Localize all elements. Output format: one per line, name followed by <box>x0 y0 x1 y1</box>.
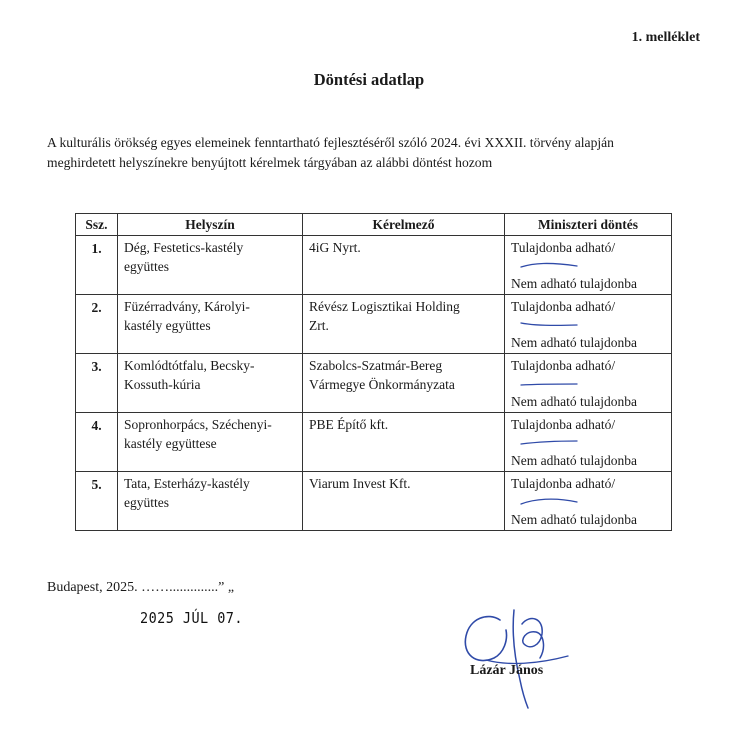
decision-option-grant: Tulajdonba adható/ <box>511 417 616 432</box>
site-line: Kossuth-kúria <box>124 377 201 392</box>
header-helyszin: Helyszín <box>118 214 303 236</box>
decision-option-grant: Tulajdonba adható/ <box>511 299 616 314</box>
table-row <box>76 413 672 472</box>
date-stamp: 2025 JÚL 07. <box>140 609 243 627</box>
site-line: együttes <box>124 259 169 274</box>
site-line: Sopronhorpács, Széchenyi- <box>124 417 272 432</box>
site-cell <box>118 295 303 354</box>
ink-strike-mark <box>519 376 579 390</box>
decision-cell <box>505 354 672 413</box>
applicant-line: Révész Logisztikai Holding <box>309 299 460 314</box>
intro-line-1: A kulturális örökség egyes elemeinek fenntartható fejlesztéséről szóló 2024. évi XXXII. törvény alapján <box>47 135 614 150</box>
table-row <box>76 295 672 354</box>
applicant-line: Szabolcs-Szatmár-Bereg <box>309 358 443 373</box>
ink-strike-mark <box>519 317 579 331</box>
decision-option-grant: Tulajdonba adható/ <box>511 240 616 255</box>
site-line: Füzérradvány, Károlyi- <box>124 299 250 314</box>
applicant-cell <box>303 236 505 295</box>
row-number: 4. <box>76 413 118 472</box>
annex-label: 1. melléklet <box>631 30 700 45</box>
table-row <box>76 236 672 295</box>
ink-strike-mark <box>519 494 579 508</box>
site-cell <box>118 236 303 295</box>
site-line: kastély együttes <box>124 318 211 333</box>
site-line: kastély együttese <box>124 436 217 451</box>
decision-cell <box>505 472 672 531</box>
table-row <box>76 354 672 413</box>
place-date-line: Budapest, 2025. ……..............” „ <box>47 580 235 595</box>
applicant-line: PBE Építő kft. <box>309 417 389 432</box>
table-header-row <box>76 214 672 236</box>
signer-name: Lázár János <box>470 663 544 678</box>
applicant-line: Vármegye Önkormányzata <box>309 377 455 392</box>
site-line: Tata, Esterházy-kastély <box>124 476 250 491</box>
decision-table <box>75 213 672 531</box>
applicant-cell <box>303 354 505 413</box>
decision-option-deny: Nem adható tulajdonba <box>511 394 637 409</box>
header-donter: Miniszteri döntés <box>505 214 672 236</box>
row-number: 3. <box>76 354 118 413</box>
site-cell <box>118 413 303 472</box>
decision-option-deny: Nem adható tulajdonba <box>511 276 637 291</box>
row-number: 5. <box>76 472 118 531</box>
header-ssz: Ssz. <box>76 214 118 236</box>
site-line: Komlódtótfalu, Becsky- <box>124 358 255 373</box>
intro-line-2: meghirdetett helyszínekre benyújtott kérelmek tárgyában az alábbi döntést hozom <box>47 155 493 170</box>
intro-paragraph <box>47 133 707 173</box>
applicant-cell <box>303 295 505 354</box>
ink-strike-mark <box>519 258 579 272</box>
applicant-cell <box>303 472 505 531</box>
applicant-line: 4iG Nyrt. <box>309 240 361 255</box>
applicant-cell <box>303 413 505 472</box>
applicant-line: Zrt. <box>309 318 329 333</box>
table-row <box>76 472 672 531</box>
decision-option-deny: Nem adható tulajdonba <box>511 335 637 350</box>
decision-option-grant: Tulajdonba adható/ <box>511 358 616 373</box>
site-cell <box>118 354 303 413</box>
ink-strike-mark <box>519 435 579 449</box>
site-line: együttes <box>124 495 169 510</box>
decision-cell <box>505 295 672 354</box>
row-number: 1. <box>76 236 118 295</box>
decision-option-grant: Tulajdonba adható/ <box>511 476 616 491</box>
signature <box>448 600 588 710</box>
decision-cell <box>505 236 672 295</box>
decision-option-deny: Nem adható tulajdonba <box>511 453 637 468</box>
page-title: Döntési adatlap <box>313 70 425 89</box>
site-cell <box>118 472 303 531</box>
header-kerelmezo: Kérelmező <box>303 214 505 236</box>
row-number: 2. <box>76 295 118 354</box>
applicant-line: Viarum Invest Kft. <box>309 476 411 491</box>
site-line: Dég, Festetics-kastély <box>124 240 244 255</box>
decision-cell <box>505 413 672 472</box>
decision-option-deny: Nem adható tulajdonba <box>511 512 637 527</box>
